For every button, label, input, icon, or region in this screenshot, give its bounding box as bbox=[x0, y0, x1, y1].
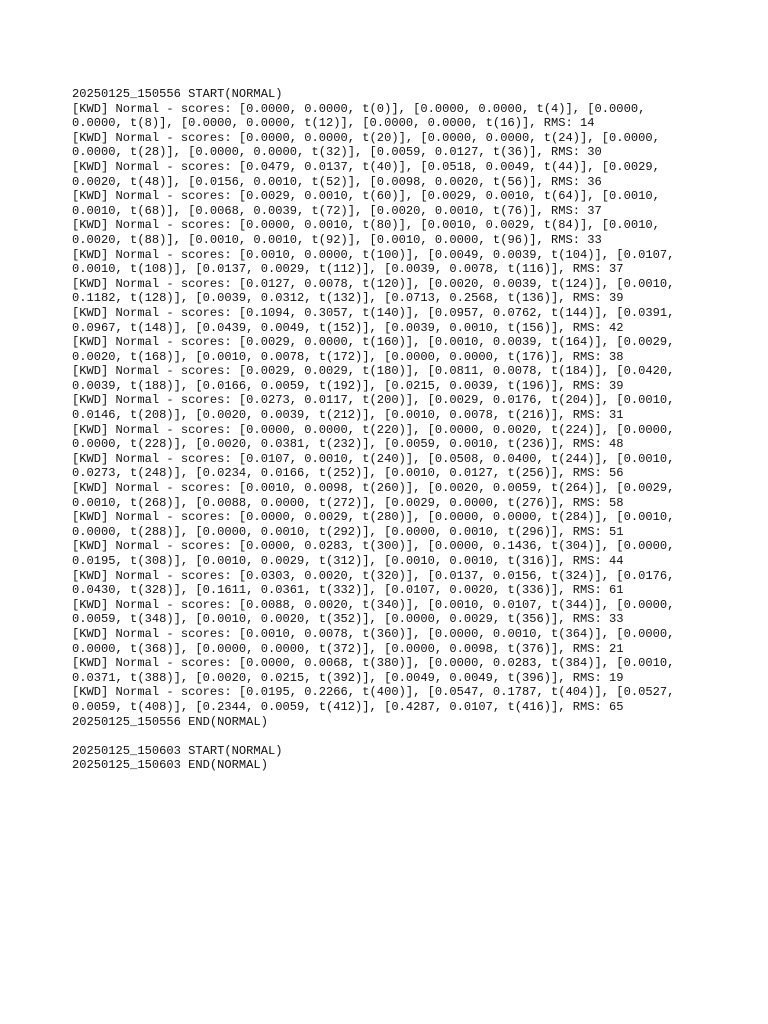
log-kwd-score-continuation-line: 0.0010, t(268)], [0.0088, 0.0000, t(272)], [0.0029, 0.0000, t(276)], RMS: 58 bbox=[72, 495, 624, 510]
log-kwd-score-continuation-line: 0.0430, t(328)], [0.1611, 0.0361, t(332)], [0.0107, 0.0020, t(336)], RMS: 61 bbox=[72, 583, 624, 598]
log-kwd-score-line: [KWD] Normal - scores: [0.0010, 0.0078, t(360)], [0.0000, 0.0010, t(364)], [0.0000, bbox=[72, 626, 675, 641]
log-kwd-score-continuation-line: 0.0371, t(388)], [0.0020, 0.0215, t(392)], [0.0049, 0.0049, t(396)], RMS: 19 bbox=[72, 670, 624, 685]
log-kwd-score-continuation-line: 0.0195, t(308)], [0.0010, 0.0029, t(312)], [0.0010, 0.0010, t(316)], RMS: 44 bbox=[72, 554, 624, 568]
log-kwd-score-continuation-line: 0.0059, t(348)], [0.0010, 0.0020, t(352)], [0.0000, 0.0029, t(356)], RMS: 33 bbox=[72, 612, 624, 627]
log-start-line: 20250125_150556 START(NORMAL) bbox=[72, 87, 283, 101]
log-end-line: 20250125_150556 END(NORMAL) bbox=[72, 714, 268, 729]
log-kwd-score-continuation-line: 0.0020, t(88)], [0.0010, 0.0010, t(92)], [0.0010, 0.0000, t(96)], RMS: 33 bbox=[72, 232, 602, 247]
log-kwd-score-continuation-line: 0.0000, t(288)], [0.0000, 0.0010, t(292)], [0.0000, 0.0010, t(296)], RMS: 51 bbox=[72, 524, 624, 539]
log-kwd-score-line: [KWD] Normal - scores: [0.1094, 0.3057, t(140)], [0.0957, 0.0762, t(144)], [0.0391, bbox=[72, 305, 675, 320]
log-kwd-score-continuation-line: 0.0039, t(188)], [0.0166, 0.0059, t(192)], [0.0215, 0.0039, t(196)], RMS: 39 bbox=[72, 378, 624, 393]
log-kwd-score-continuation-line: 0.0010, t(68)], [0.0068, 0.0039, t(72)], [0.0020, 0.0010, t(76)], RMS: 37 bbox=[72, 203, 602, 218]
log-kwd-score-continuation-line: 0.1182, t(128)], [0.0039, 0.0312, t(132)], [0.0713, 0.2568, t(136)], RMS: 39 bbox=[72, 291, 624, 306]
log-kwd-score-line: [KWD] Normal - scores: [0.0000, 0.0000, t(0)], [0.0000, 0.0000, t(4)], [0.0000, bbox=[72, 101, 646, 116]
log-kwd-score-line: [KWD] Normal - scores: [0.0010, 0.0098, t(260)], [0.0020, 0.0059, t(264)], [0.0029, bbox=[72, 481, 675, 496]
log-blank-line bbox=[72, 729, 712, 744]
log-kwd-score-line: [KWD] Normal - scores: [0.0088, 0.0020, t(340)], [0.0010, 0.0107, t(344)], [0.0000, bbox=[72, 597, 675, 612]
log-kwd-score-continuation-line: 0.0000, t(368)], [0.0000, 0.0000, t(372)], [0.0000, 0.0098, t(376)], RMS: 21 bbox=[72, 641, 624, 656]
log-kwd-score-line: [KWD] Normal - scores: [0.0029, 0.0010, t(60)], [0.0029, 0.0010, t(64)], [0.0010, bbox=[72, 189, 660, 204]
log-kwd-score-line: [KWD] Normal - scores: [0.0195, 0.2266, t(400)], [0.0547, 0.1787, t(404)], [0.0527, bbox=[72, 685, 675, 700]
log-text-document bbox=[72, 87, 712, 773]
log-kwd-score-line: [KWD] Normal - scores: [0.0000, 0.0010, t(80)], [0.0010, 0.0029, t(84)], [0.0010, bbox=[72, 218, 660, 233]
log-kwd-score-line: [KWD] Normal - scores: [0.0010, 0.0000, t(100)], [0.0049, 0.0039, t(104)], [0.0107, bbox=[72, 247, 675, 262]
log-kwd-score-line: [KWD] Normal - scores: [0.0000, 0.0068, t(380)], [0.0000, 0.0283, t(384)], [0.0010, bbox=[72, 656, 675, 671]
log-kwd-score-continuation-line: 0.0000, t(28)], [0.0000, 0.0000, t(32)], [0.0059, 0.0127, t(36)], RMS: 30 bbox=[72, 145, 602, 160]
log-kwd-score-line: [KWD] Normal - scores: [0.0127, 0.0078, t(120)], [0.0020, 0.0039, t(124)], [0.0010, bbox=[72, 276, 675, 291]
log-kwd-score-line: [KWD] Normal - scores: [0.0273, 0.0117, t(200)], [0.0029, 0.0176, t(204)], [0.0010, bbox=[72, 393, 675, 408]
log-kwd-score-line: [KWD] Normal - scores: [0.0029, 0.0000, t(160)], [0.0010, 0.0039, t(164)], [0.0029, bbox=[72, 335, 675, 350]
log-kwd-score-continuation-line: 0.0273, t(248)], [0.0234, 0.0166, t(252)], [0.0010, 0.0127, t(256)], RMS: 56 bbox=[72, 466, 624, 481]
log-end-line: 20250125_150603 END(NORMAL) bbox=[72, 758, 268, 773]
log-kwd-score-continuation-line: 0.0000, t(8)], [0.0000, 0.0000, t(12)], [0.0000, 0.0000, t(16)], RMS: 14 bbox=[72, 116, 595, 131]
log-kwd-score-continuation-line: 0.0000, t(228)], [0.0020, 0.0381, t(232)], [0.0059, 0.0010, t(236)], RMS: 48 bbox=[72, 437, 624, 452]
log-kwd-score-line: [KWD] Normal - scores: [0.0303, 0.0020, t(320)], [0.0137, 0.0156, t(324)], [0.0176, bbox=[72, 568, 675, 583]
log-kwd-score-line: [KWD] Normal - scores: [0.0107, 0.0010, t(240)], [0.0508, 0.0400, t(244)], [0.0010, bbox=[72, 451, 675, 466]
log-kwd-score-line: [KWD] Normal - scores: [0.0479, 0.0137, t(40)], [0.0518, 0.0049, t(44)], [0.0029, bbox=[72, 159, 660, 174]
log-kwd-score-continuation-line: 0.0059, t(408)], [0.2344, 0.0059, t(412)], [0.4287, 0.0107, t(416)], RMS: 65 bbox=[72, 699, 624, 714]
log-start-line: 20250125_150603 START(NORMAL) bbox=[72, 743, 283, 758]
log-kwd-score-line: [KWD] Normal - scores: [0.0029, 0.0029, t(180)], [0.0811, 0.0078, t(184)], [0.0420, bbox=[72, 364, 675, 379]
log-kwd-score-line: [KWD] Normal - scores: [0.0000, 0.0283, t(300)], [0.0000, 0.1436, t(304)], [0.0000, bbox=[72, 539, 675, 554]
log-kwd-score-continuation-line: 0.0146, t(208)], [0.0020, 0.0039, t(212)], [0.0010, 0.0078, t(216)], RMS: 31 bbox=[72, 408, 624, 423]
log-kwd-score-continuation-line: 0.0010, t(108)], [0.0137, 0.0029, t(112)], [0.0039, 0.0078, t(116)], RMS: 37 bbox=[72, 262, 624, 277]
log-kwd-score-line: [KWD] Normal - scores: [0.0000, 0.0000, t(20)], [0.0000, 0.0000, t(24)], [0.0000, bbox=[72, 130, 660, 145]
log-kwd-score-continuation-line: 0.0020, t(48)], [0.0156, 0.0010, t(52)], [0.0098, 0.0020, t(56)], RMS: 36 bbox=[72, 174, 602, 189]
log-kwd-score-continuation-line: 0.0967, t(148)], [0.0439, 0.0049, t(152)], [0.0039, 0.0010, t(156)], RMS: 42 bbox=[72, 320, 624, 335]
log-kwd-score-continuation-line: 0.0020, t(168)], [0.0010, 0.0078, t(172)], [0.0000, 0.0000, t(176)], RMS: 38 bbox=[72, 349, 624, 364]
log-kwd-score-line: [KWD] Normal - scores: [0.0000, 0.0000, t(220)], [0.0000, 0.0020, t(224)], [0.0000, bbox=[72, 422, 675, 437]
log-kwd-score-line: [KWD] Normal - scores: [0.0000, 0.0029, t(280)], [0.0000, 0.0000, t(284)], [0.0010, bbox=[72, 510, 675, 525]
